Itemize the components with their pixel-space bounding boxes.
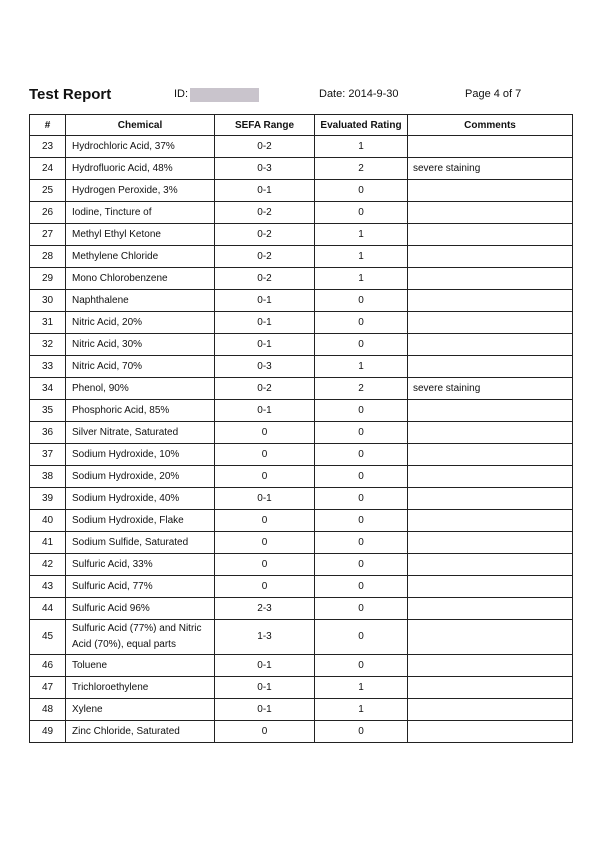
table-row (30, 510, 573, 532)
row-number-cell: 48 (30, 699, 66, 721)
evaluated-rating-cell: 0 (315, 721, 408, 743)
table-row (30, 378, 573, 400)
chemical-name-cell: Hydrochloric Acid, 37% (66, 136, 215, 158)
evaluated-rating-cell: 0 (315, 488, 408, 510)
id-label: ID: (174, 88, 189, 100)
chemical-name-cell: Sulfuric Acid, 77% (66, 576, 215, 598)
evaluated-rating-cell: 0 (315, 576, 408, 598)
comments-cell (408, 576, 573, 598)
table-row (30, 400, 573, 422)
table-row (30, 532, 573, 554)
comments-cell (408, 655, 573, 677)
report-title: Test Report (29, 86, 112, 103)
chemical-name-cell: Sodium Sulfide, Saturated (66, 532, 215, 554)
table-row (30, 202, 573, 224)
chemical-name-cell: Zinc Chloride, Saturated (66, 721, 215, 743)
row-number-cell: 25 (30, 180, 66, 202)
evaluated-rating-cell: 0 (315, 202, 408, 224)
chemical-resistance-table (29, 114, 573, 743)
chemical-name-cell: Sulfuric Acid, 33% (66, 554, 215, 576)
table-row (30, 655, 573, 677)
chemical-name-cell: Methyl Ethyl Ketone (66, 224, 215, 246)
row-number-cell: 32 (30, 334, 66, 356)
sefa-range-cell: 0-1 (215, 334, 315, 356)
row-number-cell: 31 (30, 312, 66, 334)
row-number-cell: 40 (30, 510, 66, 532)
chemical-name-cell: Iodine, Tincture of (66, 202, 215, 224)
comments-cell: severe staining (408, 378, 573, 400)
comments-cell (408, 202, 573, 224)
evaluated-rating-cell: 1 (315, 699, 408, 721)
evaluated-rating-cell: 0 (315, 466, 408, 488)
evaluated-rating-cell: 0 (315, 422, 408, 444)
row-number-cell: 28 (30, 246, 66, 268)
sefa-range-cell: 0 (215, 532, 315, 554)
chemical-name-cell: Trichloroethylene (66, 677, 215, 699)
table-row (30, 180, 573, 202)
comments-cell (408, 422, 573, 444)
table-row (30, 721, 573, 743)
sefa-range-cell: 1-3 (215, 620, 315, 655)
evaluated-rating-cell: 1 (315, 677, 408, 699)
row-number-cell: 45 (30, 620, 66, 655)
comments-cell (408, 554, 573, 576)
sefa-range-cell: 0-1 (215, 488, 315, 510)
comments-cell (408, 224, 573, 246)
comments-cell (408, 488, 573, 510)
evaluated-rating-cell: 2 (315, 158, 408, 180)
table-row (30, 598, 573, 620)
evaluated-rating-cell: 0 (315, 510, 408, 532)
chemical-name-cell: Hydrofluoric Acid, 48% (66, 158, 215, 180)
comments-cell (408, 532, 573, 554)
report-header (29, 86, 572, 106)
evaluated-rating-cell: 1 (315, 224, 408, 246)
table-row (30, 312, 573, 334)
chemical-name-cell: Silver Nitrate, Saturated (66, 422, 215, 444)
sefa-range-cell: 0 (215, 444, 315, 466)
chemical-name-cell: Sodium Hydroxide, 20% (66, 466, 215, 488)
row-number-cell: 23 (30, 136, 66, 158)
sefa-range-cell: 0-2 (215, 224, 315, 246)
row-number-cell: 29 (30, 268, 66, 290)
sefa-range-cell: 0-1 (215, 312, 315, 334)
row-number-cell: 26 (30, 202, 66, 224)
evaluated-rating-cell: 1 (315, 136, 408, 158)
table-row (30, 444, 573, 466)
chemical-name-cell: Sodium Hydroxide, Flake (66, 510, 215, 532)
table-row (30, 334, 573, 356)
table-row (30, 224, 573, 246)
evaluated-rating-cell: 1 (315, 246, 408, 268)
comments-cell (408, 400, 573, 422)
comments-cell (408, 180, 573, 202)
row-number-cell: 34 (30, 378, 66, 400)
row-number-cell: 37 (30, 444, 66, 466)
chemical-name-cell: Phosphoric Acid, 85% (66, 400, 215, 422)
comments-cell (408, 268, 573, 290)
sefa-range-cell: 0-2 (215, 202, 315, 224)
page-number: Page 4 of 7 (465, 88, 522, 100)
column-header-comments: Comments (408, 115, 573, 136)
chemical-name-cell: Mono Chlorobenzene (66, 268, 215, 290)
sefa-range-cell: 0-2 (215, 246, 315, 268)
chemical-name-cell: Nitric Acid, 30% (66, 334, 215, 356)
comments-cell (408, 290, 573, 312)
row-number-cell: 35 (30, 400, 66, 422)
sefa-range-cell: 0-1 (215, 290, 315, 312)
evaluated-rating-cell: 0 (315, 598, 408, 620)
sefa-range-cell: 0-3 (215, 158, 315, 180)
row-number-cell: 43 (30, 576, 66, 598)
sefa-range-cell: 2-3 (215, 598, 315, 620)
evaluated-rating-cell: 1 (315, 356, 408, 378)
sefa-range-cell: 0-1 (215, 699, 315, 721)
chemical-name-cell: Nitric Acid, 70% (66, 356, 215, 378)
row-number-cell: 24 (30, 158, 66, 180)
row-number-cell: 44 (30, 598, 66, 620)
table-row (30, 699, 573, 721)
comments-cell (408, 334, 573, 356)
chemical-name-cell: Hydrogen Peroxide, 3% (66, 180, 215, 202)
chemical-name-cell: Sulfuric Acid 96% (66, 598, 215, 620)
table-row (30, 158, 573, 180)
table-row (30, 554, 573, 576)
evaluated-rating-cell: 0 (315, 655, 408, 677)
chemical-name-cell: Sodium Hydroxide, 10% (66, 444, 215, 466)
table-row (30, 136, 573, 158)
comments-cell (408, 510, 573, 532)
table-row (30, 677, 573, 699)
table-row (30, 290, 573, 312)
comments-cell: severe staining (408, 158, 573, 180)
table-row (30, 422, 573, 444)
chemical-name-cell: Nitric Acid, 20% (66, 312, 215, 334)
row-number-cell: 36 (30, 422, 66, 444)
table-row (30, 466, 573, 488)
comments-cell (408, 466, 573, 488)
sefa-range-cell: 0-1 (215, 677, 315, 699)
evaluated-rating-cell: 0 (315, 532, 408, 554)
evaluated-rating-cell: 0 (315, 620, 408, 655)
comments-cell (408, 598, 573, 620)
sefa-range-cell: 0 (215, 576, 315, 598)
row-number-cell: 30 (30, 290, 66, 312)
chemical-name-cell: Toluene (66, 655, 215, 677)
evaluated-rating-cell: 0 (315, 400, 408, 422)
row-number-cell: 33 (30, 356, 66, 378)
sefa-range-cell: 0 (215, 422, 315, 444)
row-number-cell: 49 (30, 721, 66, 743)
report-date: Date: 2014-9-30 (319, 88, 399, 100)
row-number-cell: 38 (30, 466, 66, 488)
table-row (30, 620, 573, 655)
evaluated-rating-cell: 0 (315, 444, 408, 466)
chemical-name-cell: Xylene (66, 699, 215, 721)
comments-cell (408, 620, 573, 655)
column-header-chemical: Chemical (66, 115, 215, 136)
sefa-range-cell: 0 (215, 721, 315, 743)
evaluated-rating-cell: 0 (315, 180, 408, 202)
table-row (30, 356, 573, 378)
redacted-id-box (190, 88, 259, 102)
table-body (30, 136, 573, 743)
comments-cell (408, 699, 573, 721)
evaluated-rating-cell: 0 (315, 334, 408, 356)
column-header-sefa-range: SEFA Range (215, 115, 315, 136)
sefa-range-cell: 0-1 (215, 400, 315, 422)
comments-cell (408, 246, 573, 268)
sefa-range-cell: 0 (215, 466, 315, 488)
comments-cell (408, 721, 573, 743)
comments-cell (408, 677, 573, 699)
evaluated-rating-cell: 0 (315, 290, 408, 312)
table-row (30, 246, 573, 268)
row-number-cell: 27 (30, 224, 66, 246)
evaluated-rating-cell: 1 (315, 268, 408, 290)
evaluated-rating-cell: 2 (315, 378, 408, 400)
row-number-cell: 47 (30, 677, 66, 699)
sefa-range-cell: 0-3 (215, 356, 315, 378)
chemical-name-cell: Sulfuric Acid (77%) and Nitric Acid (70%), equal parts (66, 620, 215, 655)
sefa-range-cell: 0-1 (215, 180, 315, 202)
sefa-range-cell: 0-2 (215, 136, 315, 158)
sefa-range-cell: 0 (215, 554, 315, 576)
column-header-evaluated-rating: Evaluated Rating (315, 115, 408, 136)
sefa-range-cell: 0-2 (215, 268, 315, 290)
comments-cell (408, 444, 573, 466)
table-row (30, 488, 573, 510)
table-header-row (30, 115, 573, 136)
table-row (30, 268, 573, 290)
evaluated-rating-cell: 0 (315, 554, 408, 576)
table-row (30, 576, 573, 598)
chemical-name-cell: Naphthalene (66, 290, 215, 312)
column-header-number: # (30, 115, 66, 136)
sefa-range-cell: 0 (215, 510, 315, 532)
comments-cell (408, 136, 573, 158)
sefa-range-cell: 0-1 (215, 655, 315, 677)
chemical-name-cell: Phenol, 90% (66, 378, 215, 400)
evaluated-rating-cell: 0 (315, 312, 408, 334)
comments-cell (408, 356, 573, 378)
chemical-name-cell: Methylene Chloride (66, 246, 215, 268)
row-number-cell: 39 (30, 488, 66, 510)
row-number-cell: 42 (30, 554, 66, 576)
row-number-cell: 41 (30, 532, 66, 554)
sefa-range-cell: 0-2 (215, 378, 315, 400)
row-number-cell: 46 (30, 655, 66, 677)
comments-cell (408, 312, 573, 334)
chemical-name-cell: Sodium Hydroxide, 40% (66, 488, 215, 510)
